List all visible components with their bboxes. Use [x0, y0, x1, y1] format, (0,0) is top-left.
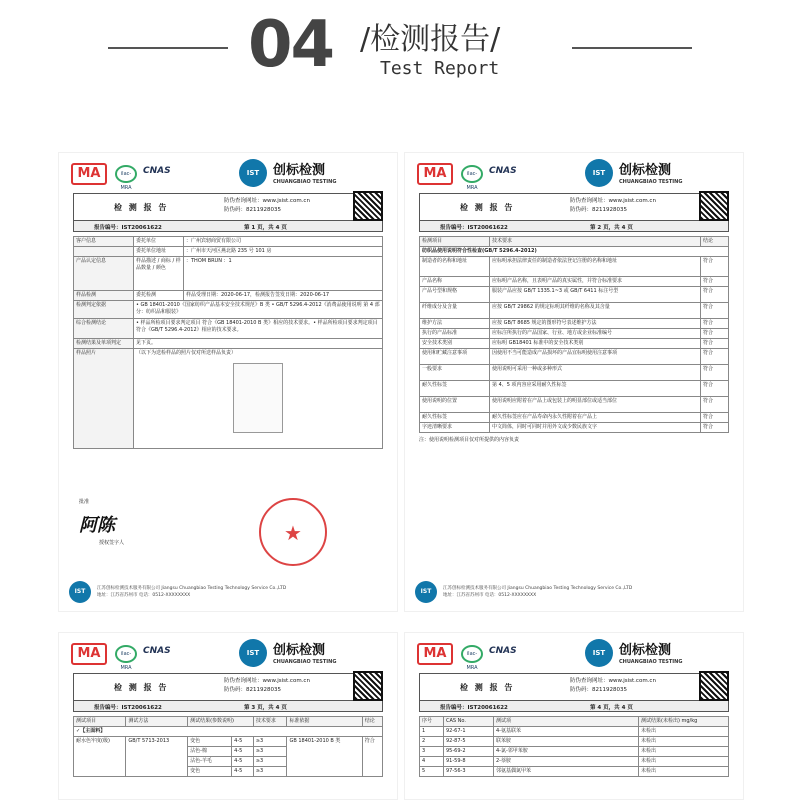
table-row: 字迹清晰要求 中文简体，同时可同时并用外文或少数民族文字 符合 [420, 423, 729, 433]
table-header: 序号 CAS No. 测试项 测试结果(未检出) mg/kg [420, 717, 729, 727]
report-title: 检 测 报 告 [114, 202, 169, 212]
ist-logo: IST [239, 159, 267, 187]
info-table [73, 236, 383, 449]
page-number: 第 1 页，共 4 页 [244, 225, 287, 231]
brand-name: 创标检测 [273, 643, 326, 658]
ilac-logo: ilac-MRA [115, 645, 137, 663]
report-title: 检 测 报 告 [114, 682, 169, 692]
report-number: 报告编号：IST20061622 [94, 225, 162, 231]
ist-logo: IST [239, 639, 267, 667]
amine-table [419, 716, 729, 777]
report-number-row [419, 701, 729, 712]
table-row: 维护方法 应按 GB/T 8685 规定的图形符号表述维护方法 符合 [420, 319, 729, 329]
report-page-1 [58, 152, 398, 612]
qr-code-icon [699, 191, 729, 221]
report-page-2 [404, 152, 744, 612]
brand-sub: CHUANGBIAO TESTING [273, 179, 337, 185]
table-section: 纺织品使用说明符合性检查(GB/T 5296.4-2012) [420, 247, 729, 257]
sample-photo [233, 363, 283, 433]
table-row: 沾色-棉 4-5 ≥3 [74, 747, 383, 757]
brand-sub: CHUANGBIAO TESTING [273, 659, 337, 665]
table-header: 检测项目 技术要求 结论 [420, 237, 729, 247]
table-row: 使用和贮藏注意事项 因使用不当可能造成产品损坏的产品宜标明使用注意事项 符合 [420, 349, 729, 365]
report-number: 报告编号：IST20061622 [440, 705, 508, 711]
ma-logo: MA [71, 643, 107, 665]
section-header [0, 0, 800, 110]
signer-label: 授权签字人 [99, 540, 125, 546]
table-row: 耐久性标签 耐久性标签应在产品寿命内永久性附着在产品上 符合 [420, 413, 729, 423]
table-row: 耐水色牢度(级) GB/T 5713-2013 变色 4-5 ≥3 GB 18401-2010 B 类 符合 [74, 737, 383, 747]
qr-code-icon [353, 191, 383, 221]
stamp-seal [259, 498, 327, 566]
cnas-logo: CNAS [489, 646, 517, 656]
ma-logo: MA [417, 643, 453, 665]
anti-fake-url: 防伪查询网址：www.jsist.com.cn [224, 678, 310, 684]
table-row: 客户信息 委托单位 ：广州宾轫商贸有限公司 [74, 237, 383, 247]
table-row: 委托单位地址 ：广州市天河区燕北路 235 号 101 房 [74, 247, 383, 257]
footer-ist-logo: IST [69, 581, 91, 603]
page-logos [59, 153, 397, 193]
ist-logo: IST [585, 639, 613, 667]
section-title: /检测报告/ [360, 22, 501, 57]
report-page-3 [58, 632, 398, 800]
brand-name: 创标检测 [619, 643, 672, 658]
table-note: 注：使用说明检测项目仅对所提供的内容负责 [419, 437, 520, 443]
header-right-line [572, 47, 692, 49]
page-logos [405, 633, 743, 673]
anti-fake-url: 防伪查询网址：www.jsist.com.cn [570, 678, 656, 684]
report-title-bar [73, 193, 383, 221]
brand-sub: CHUANGBIAO TESTING [619, 179, 683, 185]
table-header: 测试项目 测试方法 测试结果(参数说明) 技术要求 标准依据 结论 [74, 717, 383, 727]
table-row: 2 92-87-5 联苯胺 未检出 [420, 737, 729, 747]
section-number: 04 [248, 8, 334, 82]
signature: 阿陈 [79, 515, 115, 536]
table-section: ✓【主面料】 [74, 727, 383, 737]
ist-logo: IST [585, 159, 613, 187]
report-number-row [73, 701, 383, 712]
table-row: 检测结果及单项判定 见下页。 [74, 339, 383, 349]
report-number: 报告编号：IST20061622 [94, 705, 162, 711]
brand-sub: CHUANGBIAO TESTING [619, 659, 683, 665]
table-row: 产品认定信息 样品描述 / 商标 / 样品数量 / 颜色 ：THOM BRUN ：1 [74, 257, 383, 291]
approver-label: 批准 [79, 499, 90, 505]
anti-fake-code: 防伪码：8211928035 [224, 207, 281, 213]
report-title: 检 测 报 告 [460, 202, 515, 212]
ma-logo: MA [71, 163, 107, 185]
page-number: 第 4 页，共 4 页 [590, 705, 633, 711]
table-row: 综合检测结论 • 样品所检项目要求判定项目 符合《GB 18401-2010 B 类》相应的技术要求。• 样品所检项目要求判定项目 符合《GB/T 5296.4-2012》相应的技术要求。 [74, 319, 383, 339]
table-row: 3 95-69-2 4-氯-邻甲苯胺 未检出 [420, 747, 729, 757]
cnas-logo: CNAS [143, 646, 171, 656]
table-row: 纤维成分及含量 应按 GB/T 29862 的规定标明其纤维的名称及其含量 符合 [420, 303, 729, 319]
page-footer: IST 江苏创标检测技术服务有限公司 Jiangsu Chuangbiao Testing Technology Service Co.,LTD 地址：江苏省苏州市 电话：0512-XXXXXXXX [405, 579, 743, 609]
footer-ist-logo: IST [415, 581, 437, 603]
page-number: 第 2 页，共 4 页 [590, 225, 633, 231]
table-row: 样品检测 委托检测 样品受理日期：2020-06-17，检测报告签发日期：2020-06-17 [74, 291, 383, 301]
report-title-bar [73, 673, 383, 701]
cnas-logo: CNAS [143, 166, 171, 176]
table-row: 耐久性标签 第 4、5 项内容应采用耐久性标签 符合 [420, 381, 729, 397]
ma-logo: MA [417, 163, 453, 185]
table-row: 沾色-羊毛 4-5 ≥3 [74, 757, 383, 767]
table-row: 变色 4-5 ≥3 [74, 767, 383, 777]
ilac-logo: ilac-MRA [115, 165, 137, 183]
page-logos [59, 633, 397, 673]
fastness-table [73, 716, 383, 777]
report-number-row [73, 221, 383, 232]
anti-fake-code: 防伪码：8211928035 [570, 207, 627, 213]
table-row: 产品号型和规格 服装产品应按 GB/T 1335.1~3 或 GB/T 6411 标注号型 符合 [420, 287, 729, 303]
table-row: 样品照片 （以下为送检样品的照片仅对所送样品负责） [74, 349, 383, 449]
star-icon: ★ [284, 521, 302, 545]
anti-fake-url: 防伪查询网址：www.jsist.com.cn [224, 198, 310, 204]
ilac-logo: ilac-MRA [461, 645, 483, 663]
brand-name: 创标检测 [273, 163, 326, 178]
report-title-bar [419, 193, 729, 221]
label-check-table [419, 236, 729, 433]
report-number: 报告编号：IST20061622 [440, 225, 508, 231]
qr-code-icon [353, 671, 383, 701]
anti-fake-code: 防伪码：8211928035 [570, 687, 627, 693]
table-row: 制造者的名称和地址 应标明承担法律责任的制造者依法登记注册的名称和地址 符合 [420, 257, 729, 277]
page-logos [405, 153, 743, 193]
table-row: 4 91-59-8 2-萘胺 未检出 [420, 757, 729, 767]
anti-fake-url: 防伪查询网址：www.jsist.com.cn [570, 198, 656, 204]
page-number: 第 3 页，共 4 页 [244, 705, 287, 711]
cnas-logo: CNAS [489, 166, 517, 176]
report-title: 检 测 报 告 [460, 682, 515, 692]
page-footer: IST 江苏创标检测技术服务有限公司 Jiangsu Chuangbiao Testing Technology Service Co.,LTD 地址：江苏省苏州市 电话：0512-XXXXXXXX [59, 579, 397, 609]
report-page-4 [404, 632, 744, 800]
ilac-logo: ilac-MRA [461, 165, 483, 183]
brand-name: 创标检测 [619, 163, 672, 178]
section-subtitle: Test Report [380, 58, 500, 79]
report-number-row [419, 221, 729, 232]
table-row: 执行的产品标准 应标注所执行的产品国家、行业、地方或企业标准编号 符合 [420, 329, 729, 339]
table-row: 1 92-67-1 4-氨基联苯 未检出 [420, 727, 729, 737]
header-left-line [108, 47, 228, 49]
table-row: 一般要求 使用说明可采用一种或多种形式 符合 [420, 365, 729, 381]
anti-fake-code: 防伪码：8211928035 [224, 687, 281, 693]
table-row: 检测判定依据 • GB 18401-2010《国家纺织产品基本安全技术规范》B 类 • GB/T 5296.4-2012《消费品使用说明 第 4 部分：纺织品和服装》 [74, 301, 383, 319]
table-row: 安全技术类别 应标明 GB18401 标准中的安全技术类别 符合 [420, 339, 729, 349]
table-row: 5 97-56-3 邻氨基偶氮甲苯 未检出 [420, 767, 729, 777]
report-title-bar [419, 673, 729, 701]
qr-code-icon [699, 671, 729, 701]
table-row: 产品名称 应标明产品名称，且表明产品的真实属性，并符合标准要求 符合 [420, 277, 729, 287]
table-row: 使用说明的位置 使用说明应附着在产品上或包装上的明显部位或适当部位 符合 [420, 397, 729, 413]
